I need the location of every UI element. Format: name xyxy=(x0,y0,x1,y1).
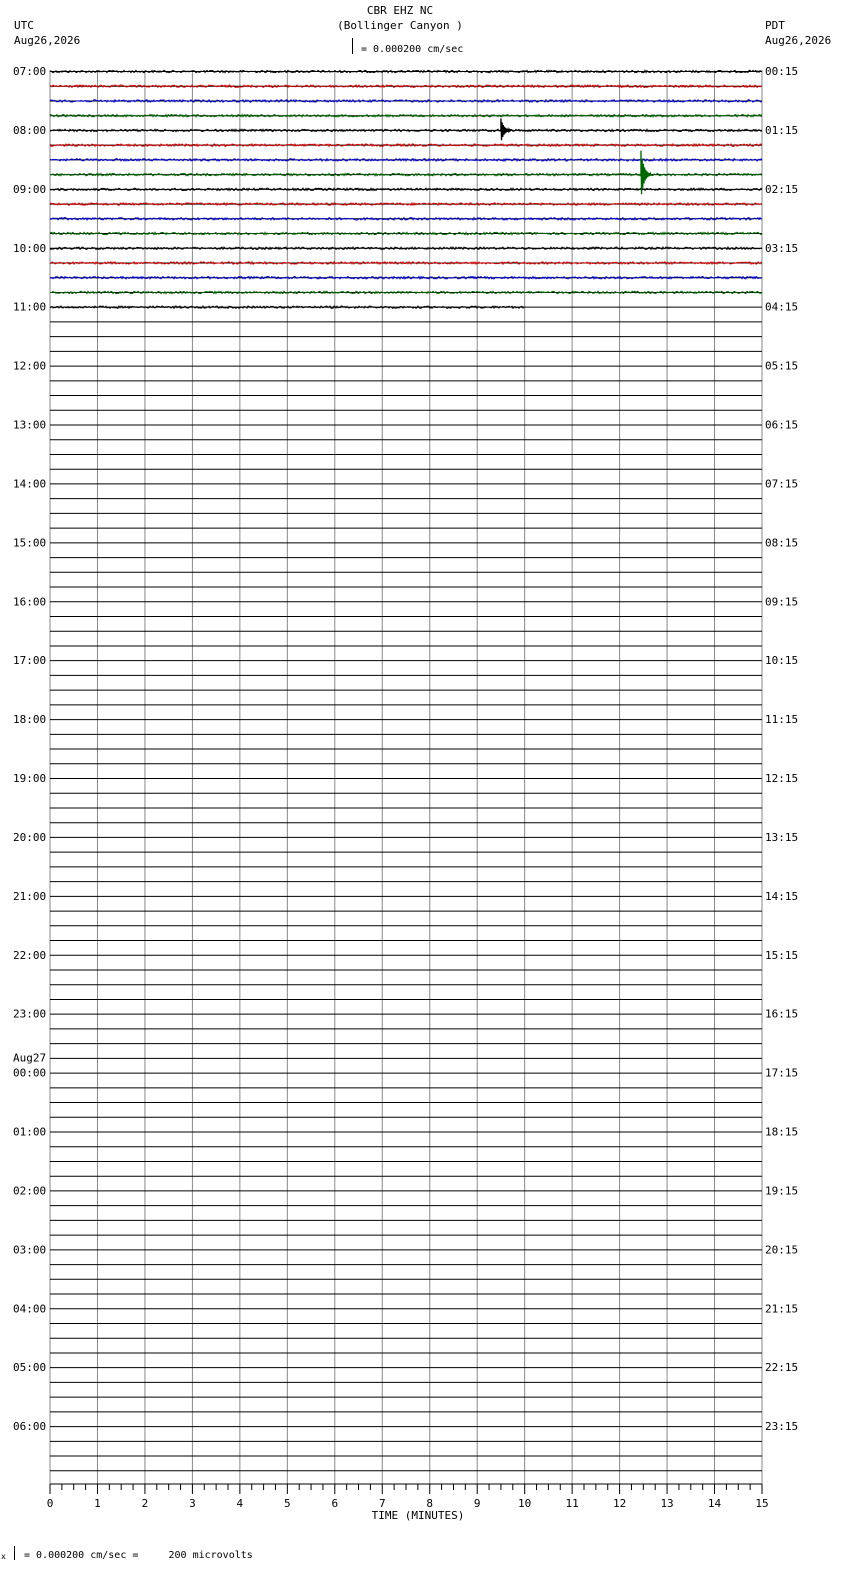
pdt-hour-label: 07:15 xyxy=(765,477,799,491)
x-tick-label: 2 xyxy=(141,1497,149,1510)
pdt-hour-label: 23:15 xyxy=(765,1420,799,1434)
x-tick-label: 5 xyxy=(284,1497,291,1510)
x-axis-label: TIME (MINUTES) xyxy=(371,1509,465,1522)
seismic-trace-10 xyxy=(50,203,762,205)
x-tick-label: 11 xyxy=(565,1497,579,1510)
pdt-hour-label: 22:15 xyxy=(765,1361,799,1375)
pdt-hour-label: 15:15 xyxy=(765,948,799,962)
pdt-hour-label: 12:15 xyxy=(765,772,799,785)
station-title: CBR EHZ NC xyxy=(366,4,434,17)
pdt-hour-label: 08:15 xyxy=(765,536,799,550)
x-tick-label: 15 xyxy=(755,1497,769,1510)
pdt-hour-label: 14:15 xyxy=(765,889,799,903)
pdt-hour-label: 21:15 xyxy=(765,1302,799,1316)
utc-hour-label: 04:00 xyxy=(13,1302,47,1316)
utc-hour-label: 05:00 xyxy=(13,1361,47,1375)
utc-hour-label: 00:00 xyxy=(13,1066,47,1080)
utc-hour-label: 08:00 xyxy=(13,123,47,137)
utc-hour-label: 15:00 xyxy=(13,536,47,550)
utc-hour-label: 19:00 xyxy=(13,772,47,785)
x-tick-label: 1 xyxy=(94,1497,101,1510)
right-date: Aug26,2026 xyxy=(765,34,832,47)
right-timezone: PDT xyxy=(765,19,785,32)
seismic-event-1 xyxy=(501,118,511,140)
utc-hour-label: 03:00 xyxy=(13,1243,47,1257)
pdt-hour-label: 11:15 xyxy=(765,713,799,727)
utc-hour-label: 13:00 xyxy=(13,418,47,432)
date-break-label: Aug27 xyxy=(13,1051,47,1065)
seismic-trace-5 xyxy=(50,129,762,131)
footer-mark: x xyxy=(1,1552,6,1561)
pdt-hour-label: 05:15 xyxy=(765,359,799,373)
utc-hour-label: 20:00 xyxy=(13,830,47,844)
x-tick-label: 14 xyxy=(707,1497,722,1510)
footer-scale-text: = 0.000200 cm/sec = 200 microvolts xyxy=(24,1550,253,1561)
seismic-event-2 xyxy=(641,151,651,195)
utc-hour-label: 16:00 xyxy=(13,595,47,609)
footer-scale-bar-icon xyxy=(14,1546,15,1560)
x-tick-label: 6 xyxy=(331,1497,339,1510)
seismic-trace-1 xyxy=(50,70,762,72)
station-site: (Bollinger Canyon ) xyxy=(337,19,463,32)
pdt-hour-label: 01:15 xyxy=(765,123,799,137)
utc-hour-label: 23:00 xyxy=(13,1007,47,1021)
utc-hour-label: 02:00 xyxy=(13,1184,47,1198)
utc-hour-label: 06:00 xyxy=(13,1420,47,1434)
pdt-hour-label: 03:15 xyxy=(765,241,799,255)
x-tick-label: 8 xyxy=(426,1497,434,1510)
x-tick-label: 10 xyxy=(518,1497,532,1510)
left-timezone: UTC xyxy=(14,19,34,32)
utc-hour-label: 10:00 xyxy=(13,241,47,255)
x-tick-label: 0 xyxy=(46,1497,54,1510)
pdt-hour-label: 16:15 xyxy=(765,1007,799,1021)
pdt-hour-label: 09:15 xyxy=(765,595,799,609)
pdt-hour-label: 13:15 xyxy=(765,830,799,844)
utc-hour-label: 11:00 xyxy=(13,300,47,314)
scale-text: = 0.000200 cm/sec xyxy=(361,44,464,55)
pdt-hour-label: 04:15 xyxy=(765,300,799,314)
x-tick-label: 13 xyxy=(660,1497,674,1510)
utc-hour-label: 17:00 xyxy=(13,654,47,668)
utc-hour-label: 21:00 xyxy=(13,889,47,903)
pdt-hour-label: 18:15 xyxy=(765,1125,799,1139)
pdt-hour-label: 10:15 xyxy=(765,654,799,668)
x-tick-label: 4 xyxy=(236,1497,244,1510)
left-date: Aug26,2026 xyxy=(14,34,81,47)
utc-hour-label: 07:00 xyxy=(13,65,47,78)
utc-hour-label: 09:00 xyxy=(13,182,47,196)
utc-hour-label: 14:00 xyxy=(13,477,47,491)
x-tick-label: 7 xyxy=(378,1497,386,1510)
seismic-trace-9 xyxy=(50,188,762,190)
x-tick-label: 3 xyxy=(189,1497,196,1510)
utc-hour-label: 22:00 xyxy=(13,948,47,962)
pdt-hour-label: 17:15 xyxy=(765,1066,799,1080)
seismic-trace-12 xyxy=(50,232,762,234)
utc-hour-label: 18:00 xyxy=(13,713,47,727)
pdt-hour-label: 20:15 xyxy=(765,1243,799,1257)
utc-hour-label: 12:00 xyxy=(13,359,47,373)
pdt-hour-label: 02:15 xyxy=(765,182,799,196)
seismic-trace-7 xyxy=(50,159,762,161)
pdt-hour-label: 00:15 xyxy=(765,65,799,78)
utc-hour-label: 01:00 xyxy=(13,1125,47,1139)
x-tick-label: 9 xyxy=(473,1497,481,1510)
pdt-hour-label: 06:15 xyxy=(765,418,799,432)
seismic-trace-4 xyxy=(50,114,762,116)
x-tick-label: 12 xyxy=(612,1497,627,1510)
pdt-hour-label: 19:15 xyxy=(765,1184,799,1198)
